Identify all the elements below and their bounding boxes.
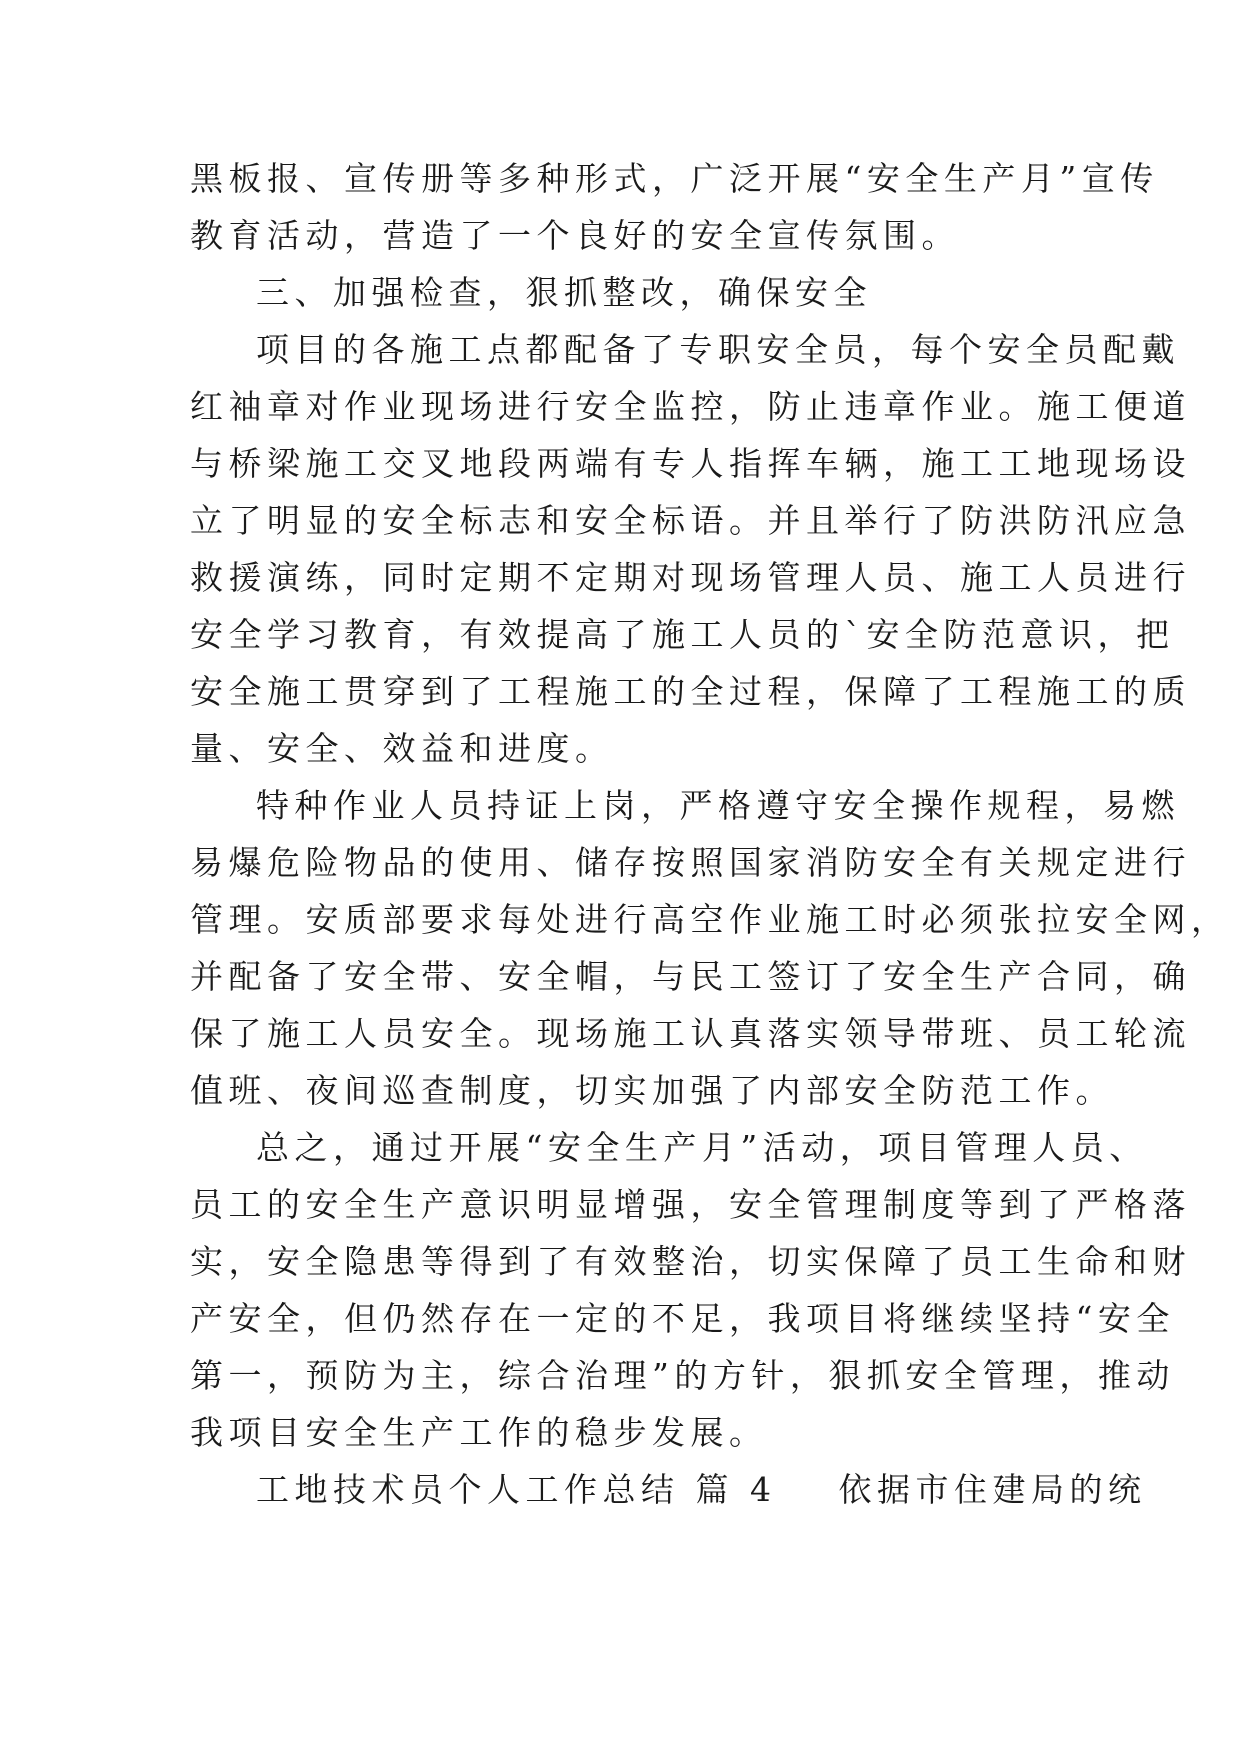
paragraph-line: 第一，预防为主，综合治理”的方针，狠抓安全管理，推动 xyxy=(190,1356,1175,1395)
paragraph-line: 立了明显的安全标志和安全标语。并且举行了防洪防汛应急 xyxy=(190,501,1191,540)
paragraph-line: 教育活动，营造了一个良好的安全宣传氛围。 xyxy=(190,216,960,255)
document-body xyxy=(190,150,1230,1518)
paragraph-line: 救援演练，同时定期不定期对现场管理人员、施工人员进行 xyxy=(190,558,1191,597)
paragraph-line: 项目的各施工点都配备了专职安全员，每个安全员配戴 xyxy=(256,330,1180,369)
paragraph-line: 黑板报、宣传册等多种形式，广泛开展“安全生产月”宣传 xyxy=(190,159,1159,198)
paragraph-line: 易爆危险物品的使用、储存按照国家消防安全有关规定进行 xyxy=(190,843,1191,882)
article-continuation: 依据市住建局的统 xyxy=(838,1470,1147,1509)
paragraph-line: 员工的安全生产意识明显增强，安全管理制度等到了严格落 xyxy=(190,1185,1191,1224)
article-title: 工地技术员个人工作总结 xyxy=(256,1470,680,1509)
paragraph-line: 安全施工贯穿到了工程施工的全过程，保障了工程施工的质 xyxy=(190,672,1191,711)
next-article-line xyxy=(190,1461,1147,1518)
paragraph-line: 实，安全隐患等得到了有效整治，切实保障了员工生命和财 xyxy=(190,1242,1191,1281)
article-section-label: 篇 4 xyxy=(695,1470,777,1509)
paragraph-line: 值班、夜间巡查制度，切实加强了内部安全防范工作。 xyxy=(190,1071,1114,1110)
paragraph-line: 红袖章对作业现场进行安全监控，防止违章作业。施工便道 xyxy=(190,387,1191,426)
paragraph-line: 我项目安全生产工作的稳步发展。 xyxy=(190,1413,768,1452)
paragraph-line: 与桥梁施工交叉地段两端有专人指挥车辆，施工工地现场设 xyxy=(190,444,1191,483)
paragraph-line: 保了施工人员安全。现场施工认真落实领导带班、员工轮流 xyxy=(190,1014,1191,1053)
section-heading: 三、加强检查，狠抓整改，确保安全 xyxy=(256,273,872,312)
paragraph-line: 管理。安质部要求每处进行高空作业施工时必须张拉安全网， xyxy=(190,900,1230,939)
paragraph-line: 量、安全、效益和进度。 xyxy=(190,729,614,768)
paragraph-line: 安全学习教育，有效提高了施工人员的`安全防范意识，把 xyxy=(190,615,1175,654)
paragraph-line: 产安全，但仍然存在一定的不足，我项目将继续坚持“安全 xyxy=(190,1299,1175,1338)
paragraph-line: 并配备了安全带、安全帽，与民工签订了安全生产合同，确 xyxy=(190,957,1191,996)
paragraph-line: 特种作业人员持证上岗，严格遵守安全操作规程，易燃 xyxy=(256,786,1180,825)
paragraph-line: 总之，通过开展“安全生产月”活动，项目管理人员、 xyxy=(256,1128,1148,1167)
